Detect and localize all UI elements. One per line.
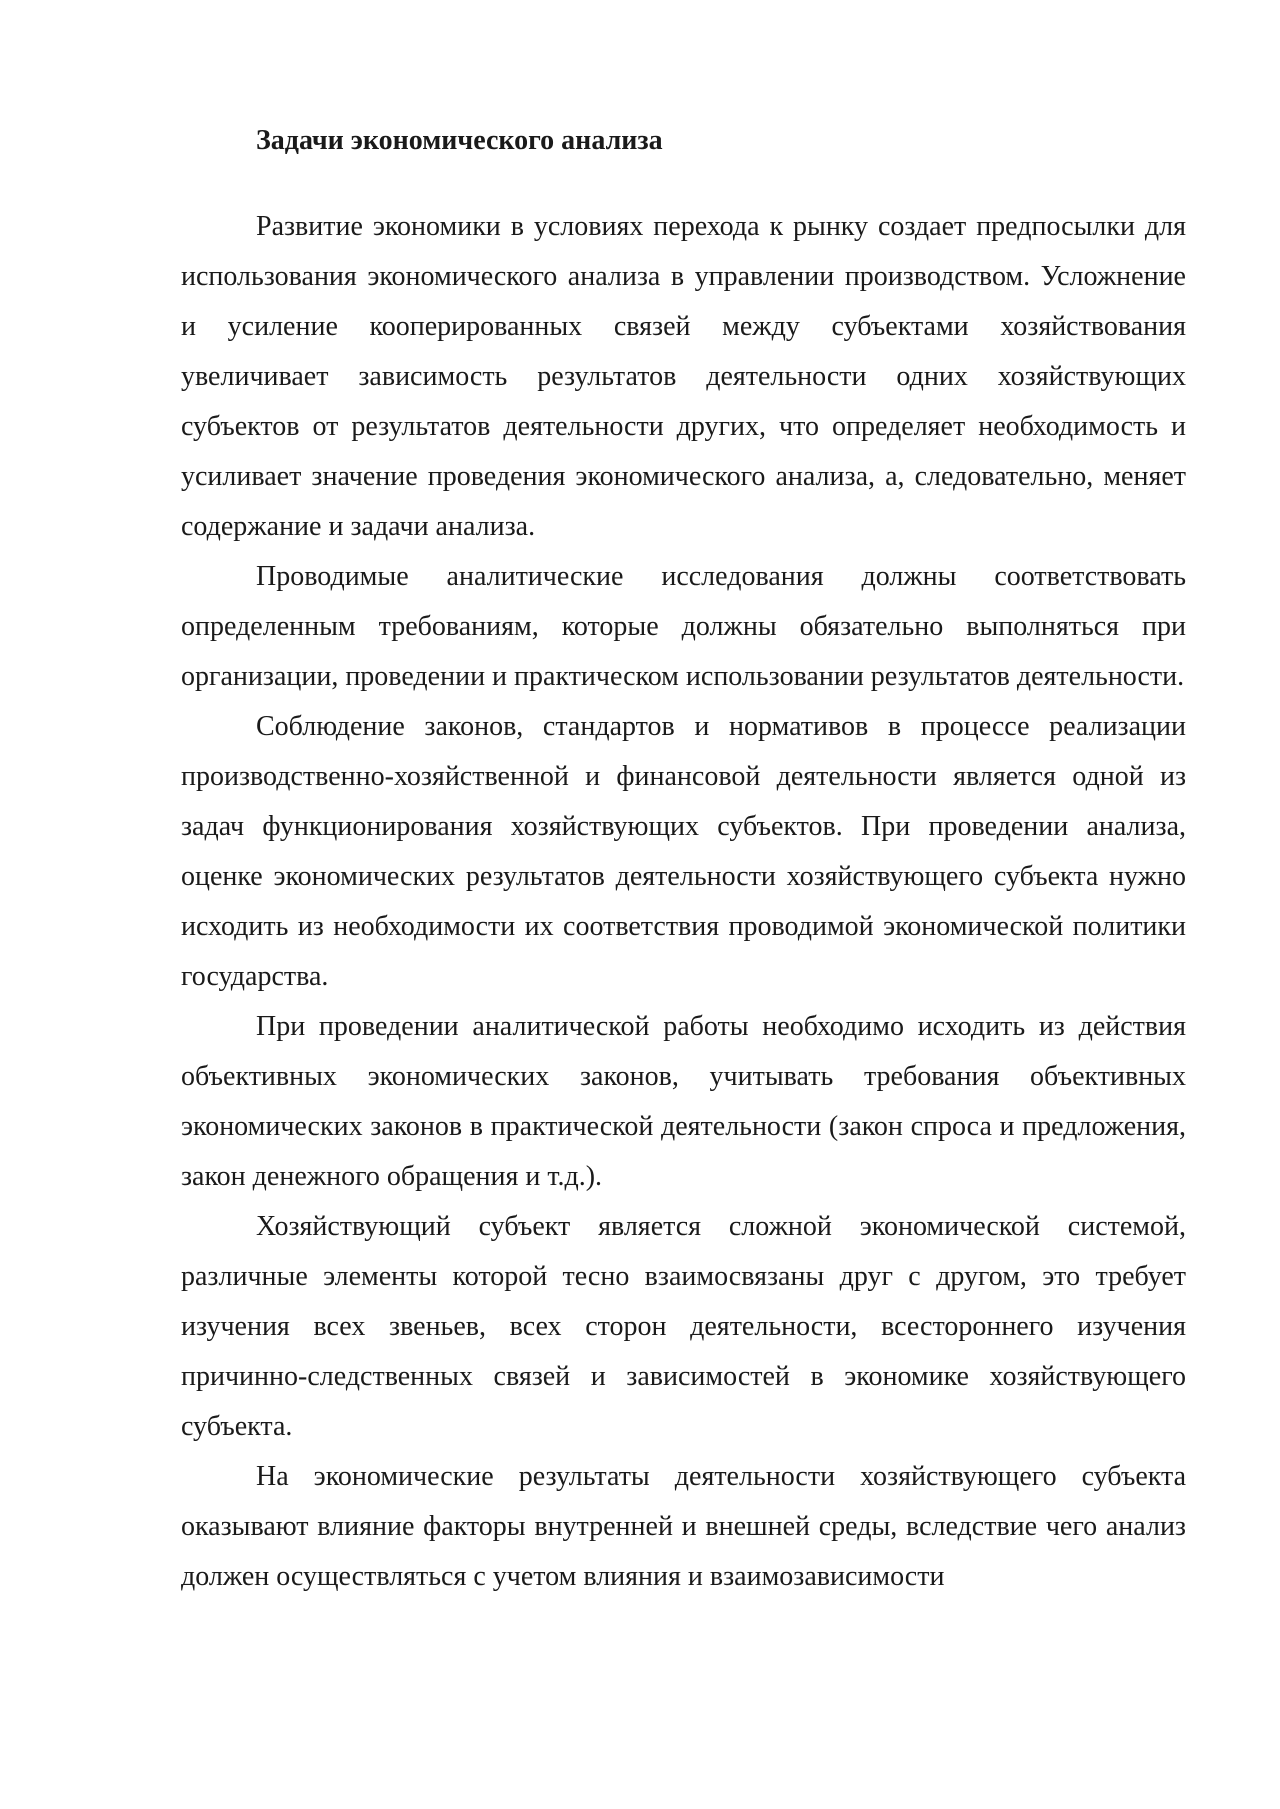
paragraph: Развитие экономики в условиях перехода к рынку создает предпосылки для использования экономического анализа в управлении производством. Усложнение и усиление кооперированных связей между субъектами хозяйствования увеличивает зависимость результатов деятельности одних хозяйствующих субъектов от результатов деятельности других, что определяет необходимость и усиливает значение проведения экономического анализа, а, следовательно, меняет содержание и задачи анализа. xyxy=(181,211,1186,542)
paragraph: При проведении аналитической работы необходимо исходить из действия объективных экономических законов, учитывать требования объективных экономических законов в практической деятельности (закон спроса и предложения, закон денежного обращения и т.д.). xyxy=(181,1011,1186,1192)
paragraph: Соблюдение законов, стандартов и нормативов в процессе реализации производственно-хозяйственной и финансовой деятельности является одной из задач функционирования хозяйствующих субъектов. При проведении анализа, оценке экономических результатов деятельности хозяйствующего субъекта нужно исходить из необходимости их соответствия проводимой экономической политики государства. xyxy=(181,711,1186,992)
document-body xyxy=(181,116,1186,1602)
paragraph: Проводимые аналитические исследования должны соответствовать определенным требованиям, которые должны обязательно выполняться при организации, проведении и практическом использовании результатов деятельности. xyxy=(181,561,1186,692)
paragraph: Хозяйствующий субъект является сложной экономической системой, различные элементы которой тесно взаимосвязаны друг с другом, это требует изучения всех звеньев, всех сторон деятельности, всестороннего изучения причинно-следственных связей и зависимостей в экономике хозяйствующего субъекта. xyxy=(181,1211,1186,1442)
title-spacer xyxy=(181,166,1186,202)
paragraph: На экономические результаты деятельности хозяйствующего субъекта оказывают влияние факторы внутренней и внешней среды, вследствие чего анализ должен осуществляться с учетом влияния и взаимозависимости xyxy=(181,1461,1186,1592)
document-title: Задачи экономического анализа xyxy=(256,125,663,156)
